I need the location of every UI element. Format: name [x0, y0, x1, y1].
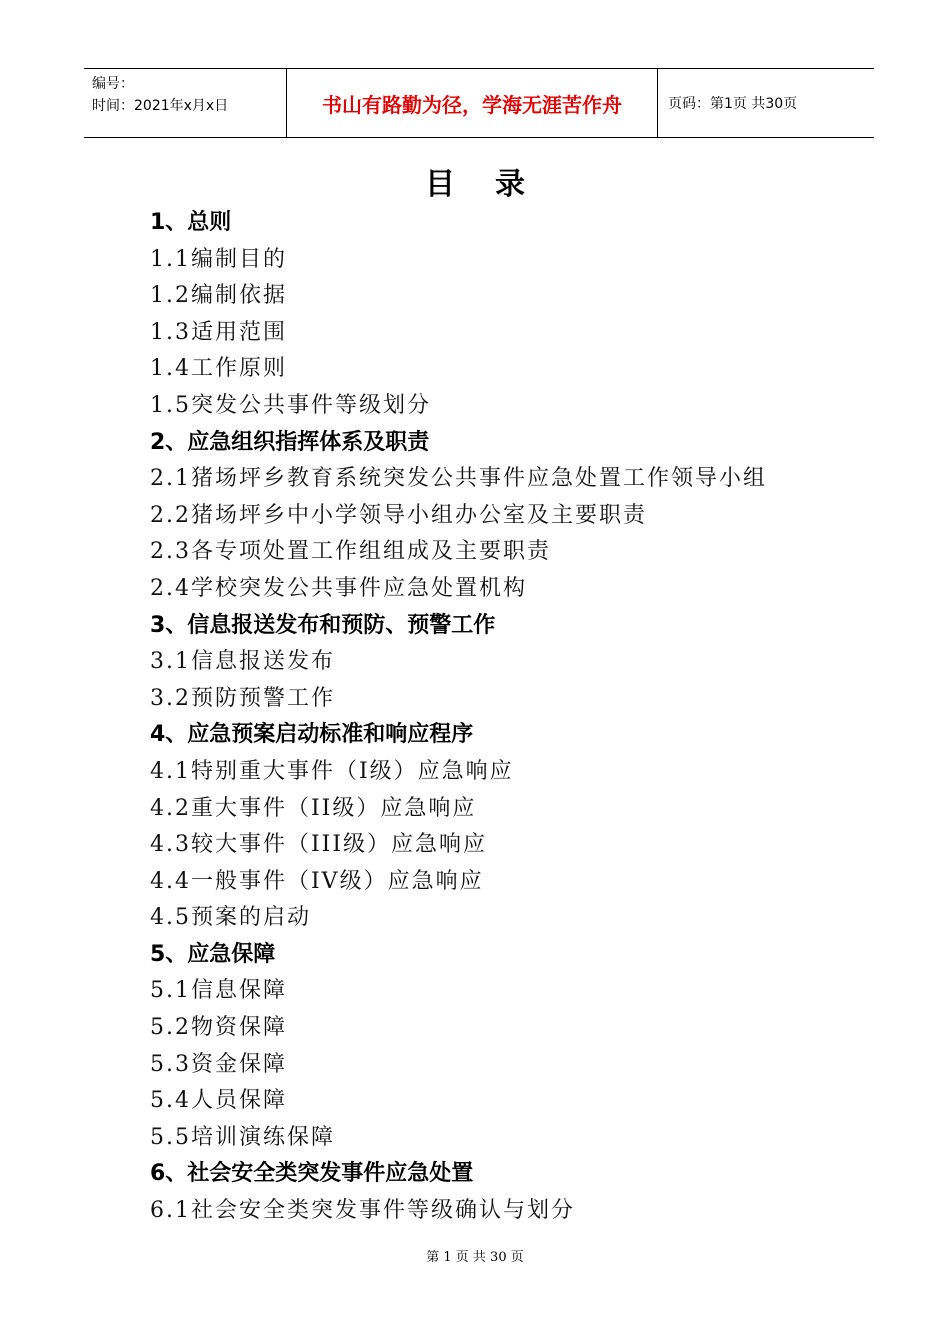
header-motto: 书山有路勤为径，学海无涯苦作舟: [286, 69, 658, 137]
toc-section-entry: 2.1猪场坪乡教育系统突发公共事件应急处置工作领导小组: [150, 466, 767, 492]
toc-section-entry: 3.2预防预警工作: [150, 685, 335, 711]
toc-chapter-heading: 6、社会安全类突发事件应急处置: [150, 1161, 474, 1187]
page-footer: 第 1 页 共 30 页: [426, 1250, 524, 1265]
toc-section-entry: 1.1编制目的: [150, 246, 287, 272]
toc-section-entry: 1.4工作原则: [150, 356, 287, 382]
table-of-contents: [150, 205, 850, 1230]
toc-section-entry: 4.5预案的启动: [150, 905, 311, 931]
toc-section-entry: 5.2物资保障: [150, 1015, 287, 1041]
toc-section-entry: 6.1社会安全类突发事件等级确认与划分: [150, 1198, 575, 1224]
toc-chapter-heading: 5、应急保障: [150, 941, 276, 967]
toc-section-entry: 4.4一般事件（IV级）应急响应: [150, 868, 484, 894]
toc-section-entry: 5.1信息保障: [150, 978, 287, 1004]
toc-section-entry: 4.3较大事件（III级）应急响应: [150, 832, 488, 858]
header-page-info: 页码：第1页 共30页: [668, 96, 798, 112]
toc-section-entry: 1.2编制依据: [150, 283, 287, 309]
toc-section-entry: 1.5突发公共事件等级划分: [150, 392, 431, 418]
toc-section-entry: 5.3资金保障: [150, 1051, 287, 1077]
toc-section-entry: 2.3各专项处置工作组组成及主要职责: [150, 539, 551, 565]
toc-section-entry: 3.1信息报送发布: [150, 649, 335, 675]
toc-section-entry: 1.3适用范围: [150, 319, 287, 345]
page-header: [84, 68, 874, 138]
toc-section-entry: 4.1特别重大事件（I级）应急响应: [150, 758, 514, 784]
toc-chapter-heading: 4、应急预案启动标准和响应程序: [150, 722, 474, 748]
header-meta: [84, 69, 286, 137]
toc-chapter-heading: 2、应急组织指挥体系及职责: [150, 429, 430, 455]
document-number-label: 编号：: [92, 76, 134, 92]
toc-section-entry: 5.4人员保障: [150, 1088, 287, 1114]
toc-section-entry: 5.5培训演练保障: [150, 1124, 335, 1150]
toc-section-entry: 2.4学校突发公共事件应急处置机构: [150, 575, 527, 601]
toc-title: 目录: [425, 167, 565, 202]
toc-chapter-heading: 3、信息报送发布和预防、预警工作: [150, 612, 496, 638]
toc-section-entry: 2.2猪场坪乡中小学领导小组办公室及主要职责: [150, 502, 647, 528]
toc-chapter-heading: 1、总则: [150, 210, 232, 235]
toc-section-entry: 4.2重大事件（II级）应急响应: [150, 795, 477, 821]
document-time-label: 时间：2021年x月x日: [92, 98, 229, 114]
